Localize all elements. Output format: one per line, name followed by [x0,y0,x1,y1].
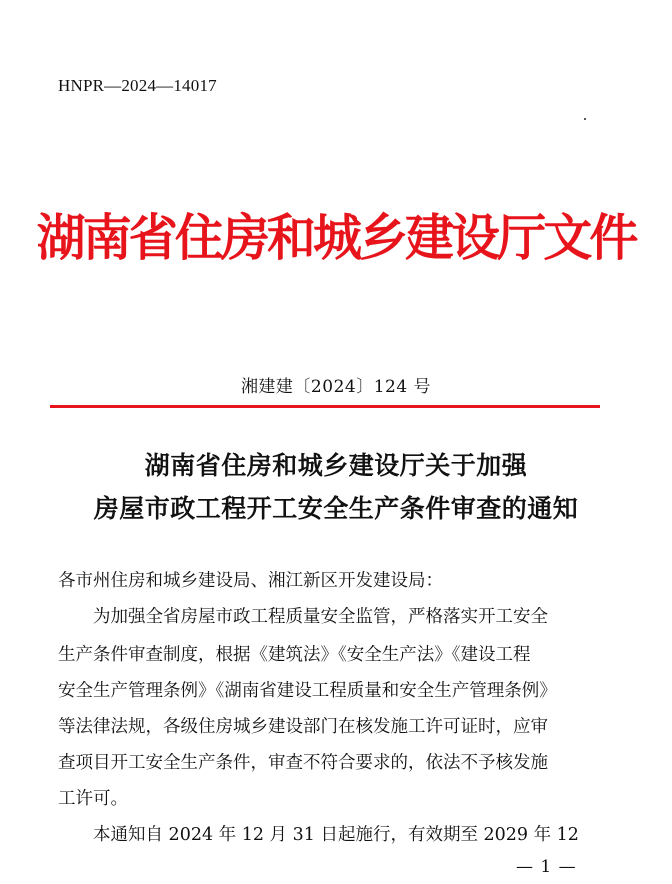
body-line: 查项目开工安全生产条件，审查不符合要求的，依法不予核发施 [58,753,548,773]
page-number: — 1 — [516,857,577,877]
body-line: 安全生产管理条例》《湖南省建设工程质量和安全生产管理条例》 [58,681,557,701]
document-code: HNPR—2024—14017 [58,76,217,95]
notice-title-line-1: 湖南省住房和城乡建设厅关于加强 [144,451,528,480]
body-line-addressee: 各市州住房和城乡建设局、湘江新区开发建设局： [58,571,443,591]
notice-title-line-2: 房屋市政工程开工安全生产条件审查的通知 [93,494,579,523]
body-line: 本通知自 2024 年 12 月 31 日起施行，有效期至 2029 年 12 [58,825,579,845]
body-line: 工许可。 [58,789,128,809]
red-separator-line [50,405,600,408]
body-line: 等法律法规，各级住房城乡建设部门在核发施工许可证时，应审 [58,717,548,737]
document-number: 湘建建〔2024〕124 号 [240,377,432,397]
body-line: 生产条件审查制度，根据《建筑法》《安全生产法》《建设工程 [58,645,531,665]
scan-dot [584,118,586,120]
issuing-authority-header: 湖南省住房和城乡建设厅文件 [36,209,636,267]
body-line: 为加强全省房屋市政工程质量安全监管，严格落实开工安全 [58,607,548,627]
